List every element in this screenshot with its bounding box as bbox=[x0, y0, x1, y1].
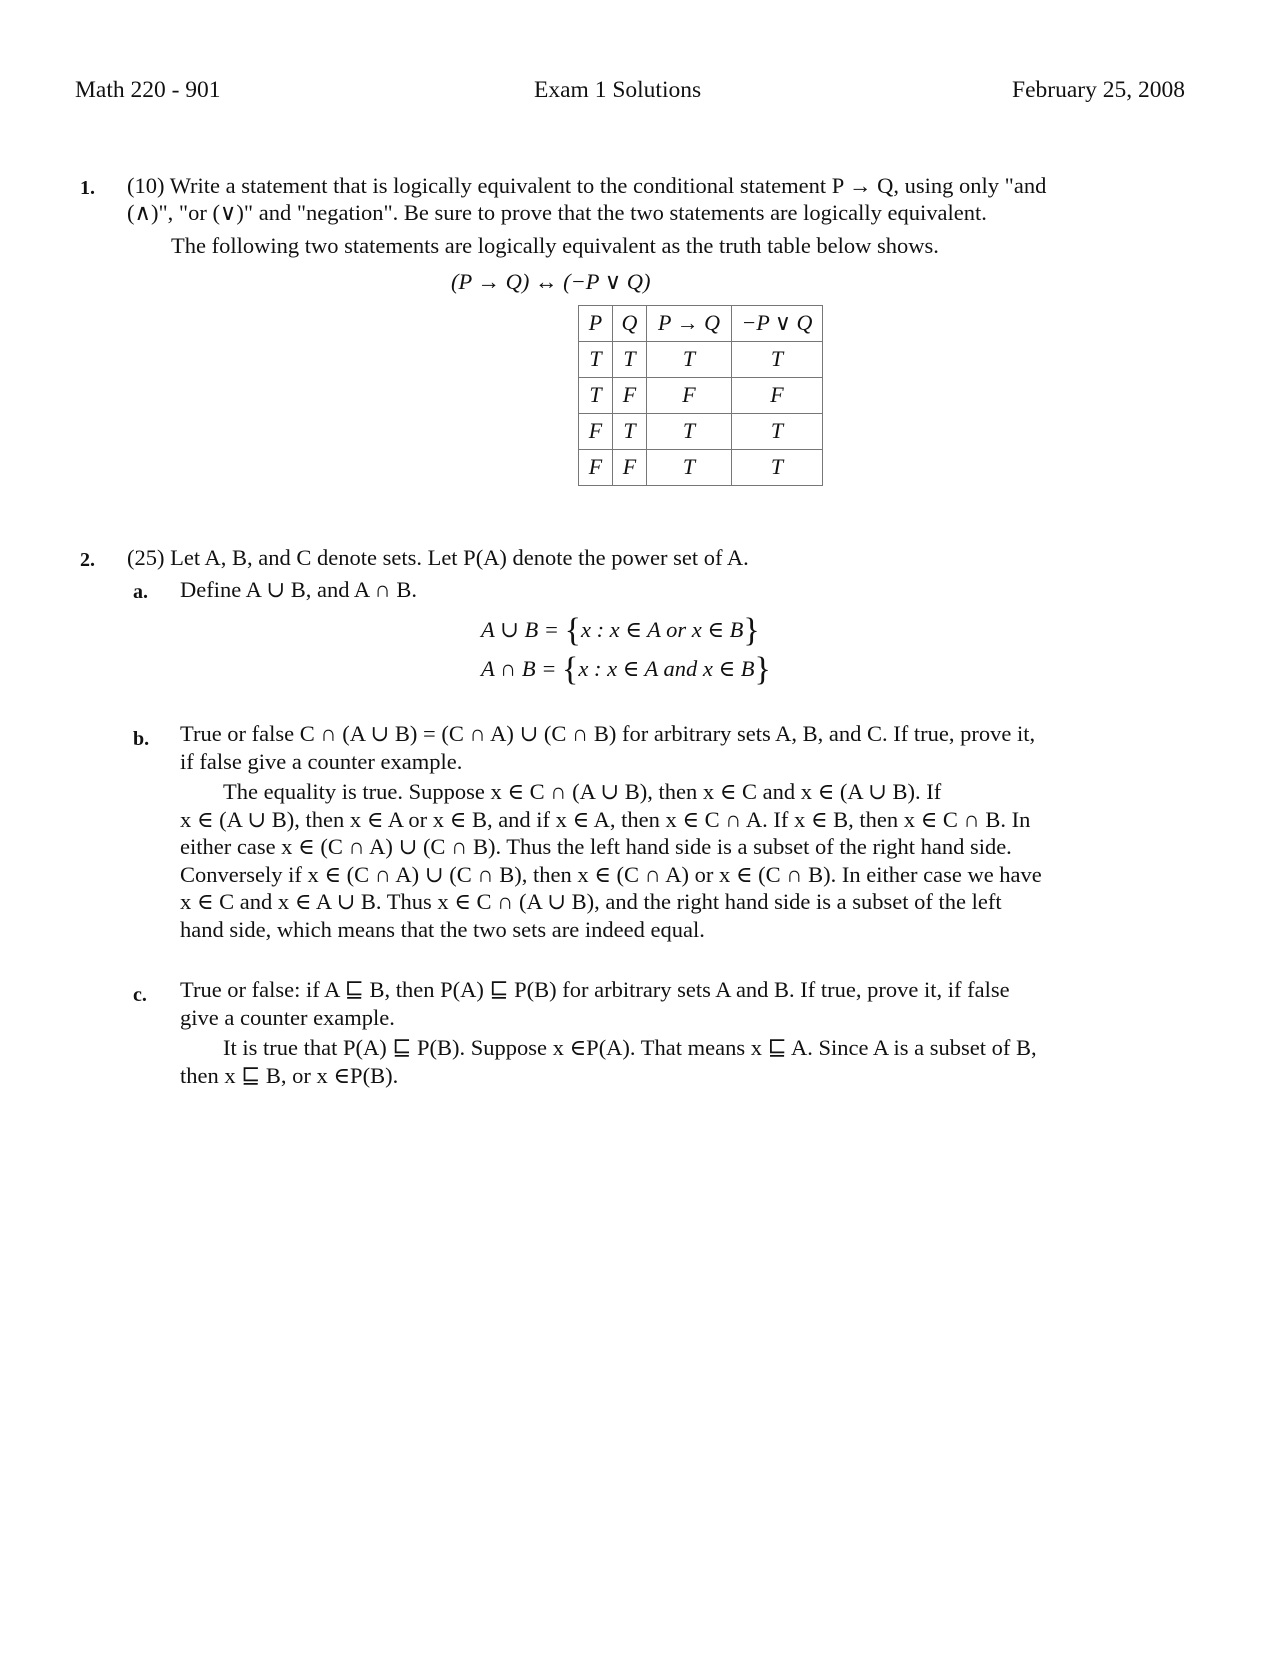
course-label: Math 220 - 901 bbox=[75, 77, 221, 103]
truth-table-header-row bbox=[579, 306, 823, 342]
table-cell: F bbox=[579, 450, 613, 486]
table-cell: F bbox=[613, 450, 647, 486]
left-brace-icon: { bbox=[562, 651, 579, 688]
part-b-line: x ∈ C and x ∈ A ∪ B. Thus x ∈ C ∩ (A ∪ B), and the right hand side is a subset of the left bbox=[180, 889, 1002, 914]
part-b-line: hand side, which means that the two sets are indeed equal. bbox=[180, 917, 705, 942]
table-row bbox=[579, 342, 823, 378]
part-b-label: b. bbox=[133, 728, 150, 750]
part-c-line: It is true that P(A) ⊑ P(B). Suppose x ∈P(A). That means x ⊑ A. Since A is a subset of B, bbox=[223, 1035, 1037, 1060]
union-set-builder: x : x ∈ A or x ∈ B bbox=[580, 617, 744, 642]
table-row bbox=[579, 450, 823, 486]
table-header-cell: P bbox=[579, 306, 613, 342]
table-cell: T bbox=[579, 342, 613, 378]
intersection-definition bbox=[481, 650, 771, 691]
table-cell: F bbox=[647, 378, 732, 414]
truth-table bbox=[578, 305, 823, 486]
part-c-line: True or false: if A ⊑ B, then P(A) ⊑ P(B) for arbitrary sets A and B. If true, prove it, if false bbox=[180, 977, 1010, 1002]
table-cell: T bbox=[579, 378, 613, 414]
part-a-label: a. bbox=[133, 581, 148, 603]
table-cell: T bbox=[647, 342, 732, 378]
table-header-cell: Q bbox=[613, 306, 647, 342]
union-lhs: A ∪ B = bbox=[481, 617, 559, 642]
part-b-line: The equality is true. Suppose x ∈ C ∩ (A ∪ B), then x ∈ C and x ∈ (A ∪ B). If bbox=[223, 779, 942, 804]
table-cell: F bbox=[579, 414, 613, 450]
table-row bbox=[579, 414, 823, 450]
table-cell: T bbox=[732, 450, 823, 486]
left-brace-icon: { bbox=[564, 612, 581, 649]
table-cell: T bbox=[613, 414, 647, 450]
table-row bbox=[579, 378, 823, 414]
exam-date: February 25, 2008 bbox=[1012, 77, 1185, 103]
part-c-line: give a counter example. bbox=[180, 1005, 395, 1030]
table-cell: F bbox=[613, 378, 647, 414]
table-cell: F bbox=[732, 378, 823, 414]
intersection-lhs: A ∩ B = bbox=[481, 656, 557, 681]
part-b-line: either case x ∈ (C ∩ A) ∪ (C ∩ B). Thus the left hand side is a subset of the right hand side. bbox=[180, 834, 1012, 859]
question-2-prompt: (25) Let A, B, and C denote sets. Let P(A) denote the power set of A. bbox=[127, 545, 749, 570]
part-c-line: then x ⊑ B, or x ∈P(B). bbox=[180, 1063, 399, 1088]
union-definition bbox=[481, 611, 760, 652]
table-cell: T bbox=[732, 414, 823, 450]
question-1-prompt-line2: (∧)", "or (∨)" and "negation". Be sure to prove that the two statements are logically equivalent. bbox=[127, 200, 987, 225]
table-cell: T bbox=[613, 342, 647, 378]
table-cell: T bbox=[647, 450, 732, 486]
table-header-cell: −P ∨ Q bbox=[732, 306, 823, 342]
question-1-answer-intro: The following two statements are logically equivalent as the truth table below shows. bbox=[171, 233, 939, 258]
part-c-label: c. bbox=[133, 984, 147, 1006]
question-2-number: 2. bbox=[80, 549, 95, 571]
equivalence-statement: (P → Q) ↔ (−P ∨ Q) bbox=[451, 269, 651, 294]
question-1-number: 1. bbox=[80, 177, 95, 199]
part-b-line: x ∈ (A ∪ B), then x ∈ A or x ∈ B, and if x ∈ A, then x ∈ C ∩ A. If x ∈ B, then x ∈ C ∩ B. In bbox=[180, 807, 1031, 832]
table-cell: T bbox=[647, 414, 732, 450]
page-title: Exam 1 Solutions bbox=[534, 77, 702, 103]
part-b-line: if false give a counter example. bbox=[180, 749, 463, 774]
table-cell: T bbox=[732, 342, 823, 378]
part-b-line: Conversely if x ∈ (C ∩ A) ∪ (C ∩ B), then x ∈ (C ∩ A) or x ∈ (C ∩ B). In either case we have bbox=[180, 862, 1042, 887]
right-brace-icon: } bbox=[743, 612, 760, 649]
intersection-set-builder: x : x ∈ A and x ∈ B bbox=[578, 656, 755, 681]
question-1-prompt-line1: (10) Write a statement that is logically equivalent to the conditional statement P → Q, using only "and bbox=[127, 173, 1047, 198]
right-brace-icon: } bbox=[754, 651, 771, 688]
part-b-line: True or false C ∩ (A ∪ B) = (C ∩ A) ∪ (C ∩ B) for arbitrary sets A, B, and C. If true, prove it, bbox=[180, 721, 1036, 746]
part-a-prompt: Define A ∪ B, and A ∩ B. bbox=[180, 577, 417, 602]
table-header-cell: P → Q bbox=[647, 306, 732, 342]
